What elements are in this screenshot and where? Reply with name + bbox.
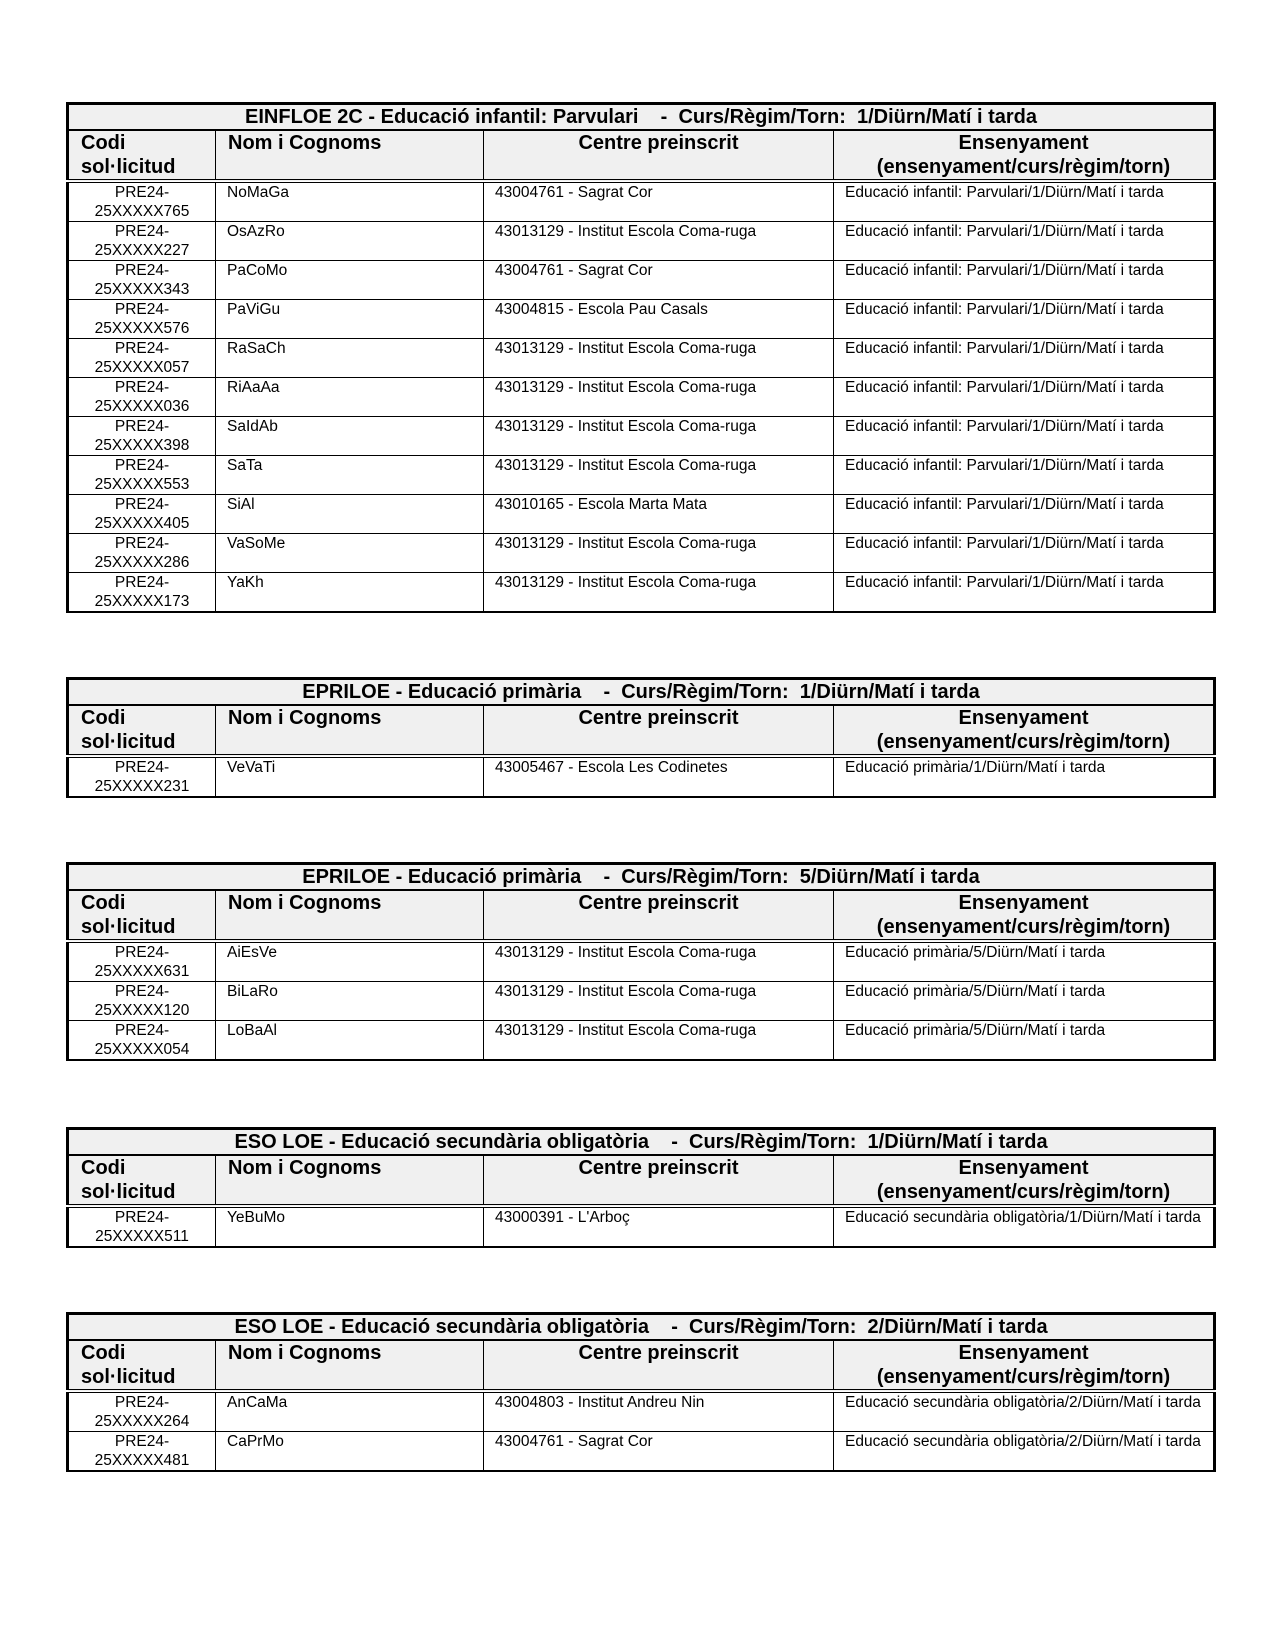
cell-ensenyament: Educació infantil: Parvulari/1/Diürn/Matí i tarda bbox=[834, 573, 1215, 613]
cell-nom: NoMaGa bbox=[216, 181, 484, 222]
cell-codi bbox=[68, 495, 216, 534]
cell-codi bbox=[68, 1432, 216, 1472]
codi-text: 25XXXXX511 bbox=[95, 1228, 189, 1245]
codi-text: 25XXXXX398 bbox=[94, 437, 190, 454]
cell-centre: 43013129 - Institut Escola Coma-ruga bbox=[484, 456, 834, 495]
table-title: ESO LOE - Educació secundària obligatòria - Curs/Règim/Torn: 1/Diürn/Matí i tarda bbox=[68, 1129, 1215, 1156]
cell-ensenyament: Educació secundària obligatòria/2/Diürn/Matí i tarda bbox=[834, 1432, 1215, 1472]
cell-centre: 43013129 - Institut Escola Coma-ruga bbox=[484, 534, 834, 573]
cell-centre: 43004803 - Institut Andreu Nin bbox=[484, 1391, 834, 1432]
cell-centre: 43004761 - Sagrat Cor bbox=[484, 261, 834, 300]
column-header-ensenyament bbox=[834, 1155, 1215, 1206]
table-row bbox=[68, 339, 1215, 378]
codi-text: PRE24- bbox=[114, 262, 170, 279]
cell-ensenyament: Educació primària/5/Diürn/Matí i tarda bbox=[834, 1021, 1215, 1061]
codi-text: 25XXXXX481 bbox=[94, 1452, 190, 1469]
cell-centre: 43013129 - Institut Escola Coma-ruga bbox=[484, 941, 834, 982]
enrollment-table bbox=[66, 1312, 1216, 1472]
codi-text: 25XXXXX576 bbox=[94, 320, 190, 337]
codi-text: 25XXXXX286 bbox=[94, 554, 190, 571]
column-header-codi bbox=[68, 1340, 216, 1391]
codi-text: PRE24- bbox=[114, 983, 170, 1000]
table-title: EPRILOE - Educació primària - Curs/Règim/Torn: 5/Diürn/Matí i tarda bbox=[68, 864, 1215, 891]
header-label: Ensenyament bbox=[958, 707, 1089, 729]
cell-centre: 43004761 - Sagrat Cor bbox=[484, 1432, 834, 1472]
column-header-centre bbox=[484, 130, 834, 181]
cell-centre: 43004761 - Sagrat Cor bbox=[484, 181, 834, 222]
codi-text: 25XXXXX405 bbox=[94, 515, 190, 532]
cell-nom: PaViGu bbox=[216, 300, 484, 339]
table-row bbox=[68, 456, 1215, 495]
header-label: Codi bbox=[81, 1157, 126, 1179]
table-row bbox=[68, 1021, 1215, 1061]
header-label: Codi bbox=[81, 132, 126, 154]
table-row bbox=[68, 534, 1215, 573]
table-title: EINFLOE 2C - Educació infantil: Parvulari - Curs/Règim/Torn: 1/Diürn/Matí i tarda bbox=[68, 104, 1215, 131]
cell-ensenyament: Educació infantil: Parvulari/1/Diürn/Matí i tarda bbox=[834, 181, 1215, 222]
column-header-codi bbox=[68, 130, 216, 181]
column-header-nom bbox=[216, 1340, 484, 1391]
table-row bbox=[68, 1391, 1215, 1432]
header-label: (ensenyament/curs/règim/torn) bbox=[876, 156, 1171, 178]
cell-codi bbox=[68, 941, 216, 982]
cell-ensenyament: Educació primària/1/Diürn/Matí i tarda bbox=[834, 756, 1215, 797]
column-header-ensenyament bbox=[834, 890, 1215, 941]
table-row bbox=[68, 222, 1215, 261]
codi-text: PRE24- bbox=[114, 379, 170, 396]
cell-centre: 43013129 - Institut Escola Coma-ruga bbox=[484, 378, 834, 417]
table-row bbox=[68, 417, 1215, 456]
cell-centre: 43005467 - Escola Les Codinetes bbox=[484, 756, 834, 797]
cell-ensenyament: Educació infantil: Parvulari/1/Diürn/Matí i tarda bbox=[834, 222, 1215, 261]
enrollment-table bbox=[66, 862, 1216, 1061]
cell-ensenyament: Educació secundària obligatòria/2/Diürn/Matí i tarda bbox=[834, 1391, 1215, 1432]
cell-nom: AnCaMa bbox=[216, 1391, 484, 1432]
cell-ensenyament: Educació primària/5/Diürn/Matí i tarda bbox=[834, 941, 1215, 982]
cell-nom: BiLaRo bbox=[216, 982, 484, 1021]
column-header-codi bbox=[68, 705, 216, 756]
table-row bbox=[68, 181, 1215, 222]
header-label: (ensenyament/curs/règim/torn) bbox=[876, 1181, 1171, 1203]
cell-codi bbox=[68, 181, 216, 222]
codi-text: PRE24- bbox=[114, 457, 170, 474]
codi-text: PRE24- bbox=[114, 1209, 170, 1226]
cell-centre: 43013129 - Institut Escola Coma-ruga bbox=[484, 222, 834, 261]
table-row bbox=[68, 300, 1215, 339]
header-label: Codi bbox=[81, 892, 126, 914]
cell-codi bbox=[68, 1391, 216, 1432]
cell-nom: AiEsVe bbox=[216, 941, 484, 982]
codi-text: 25XXXXX120 bbox=[94, 1002, 190, 1019]
cell-nom: CaPrMo bbox=[216, 1432, 484, 1472]
column-header-centre bbox=[484, 705, 834, 756]
codi-text: PRE24- bbox=[114, 1394, 170, 1411]
cell-codi bbox=[68, 573, 216, 613]
codi-text: PRE24- bbox=[114, 574, 170, 591]
cell-codi bbox=[68, 1021, 216, 1061]
cell-nom: SaIdAb bbox=[216, 417, 484, 456]
cell-ensenyament: Educació infantil: Parvulari/1/Diürn/Matí i tarda bbox=[834, 417, 1215, 456]
header-label: Centre preinscrit bbox=[578, 132, 739, 154]
codi-text: 25XXXXX264 bbox=[94, 1413, 190, 1430]
header-label: Codi bbox=[81, 1342, 126, 1364]
codi-text: PRE24- bbox=[114, 184, 170, 201]
header-label: sol·licitud bbox=[81, 731, 176, 753]
table-row bbox=[68, 756, 1215, 797]
cell-nom: YeBuMo bbox=[216, 1206, 484, 1247]
cell-ensenyament: Educació secundària obligatòria/1/Diürn/Matí i tarda bbox=[834, 1206, 1215, 1247]
cell-centre: 43000391 - L'Arboç bbox=[484, 1206, 834, 1247]
codi-text: 25XXXXX173 bbox=[94, 593, 190, 610]
header-label: Ensenyament bbox=[958, 1342, 1089, 1364]
header-label: (ensenyament/curs/règim/torn) bbox=[876, 731, 1171, 753]
header-label: Nom i Cognoms bbox=[228, 132, 382, 154]
cell-nom: RiAaAa bbox=[216, 378, 484, 417]
cell-nom: YaKh bbox=[216, 573, 484, 613]
cell-codi bbox=[68, 982, 216, 1021]
header-label: Ensenyament bbox=[958, 1157, 1089, 1179]
codi-text: 25XXXXX553 bbox=[94, 476, 190, 493]
cell-codi bbox=[68, 300, 216, 339]
cell-ensenyament: Educació primària/5/Diürn/Matí i tarda bbox=[834, 982, 1215, 1021]
header-label: Nom i Cognoms bbox=[228, 707, 382, 729]
cell-ensenyament: Educació infantil: Parvulari/1/Diürn/Matí i tarda bbox=[834, 261, 1215, 300]
enrollment-table bbox=[66, 677, 1216, 798]
column-header-ensenyament bbox=[834, 705, 1215, 756]
table-row bbox=[68, 941, 1215, 982]
codi-text: PRE24- bbox=[114, 301, 170, 318]
header-label: sol·licitud bbox=[81, 1366, 176, 1388]
cell-centre: 43013129 - Institut Escola Coma-ruga bbox=[484, 339, 834, 378]
table-row bbox=[68, 1206, 1215, 1247]
column-header-ensenyament bbox=[834, 130, 1215, 181]
table-row bbox=[68, 982, 1215, 1021]
column-header-nom bbox=[216, 1155, 484, 1206]
table-row bbox=[68, 261, 1215, 300]
cell-ensenyament: Educació infantil: Parvulari/1/Diürn/Matí i tarda bbox=[834, 300, 1215, 339]
column-header-nom bbox=[216, 130, 484, 181]
cell-centre: 43013129 - Institut Escola Coma-ruga bbox=[484, 573, 834, 613]
cell-nom: SaTa bbox=[216, 456, 484, 495]
column-header-ensenyament bbox=[834, 1340, 1215, 1391]
header-label: sol·licitud bbox=[81, 916, 176, 938]
header-label: Centre preinscrit bbox=[578, 892, 739, 914]
column-header-nom bbox=[216, 705, 484, 756]
cell-nom: LoBaAl bbox=[216, 1021, 484, 1061]
cell-centre: 43004815 - Escola Pau Casals bbox=[484, 300, 834, 339]
cell-centre: 43013129 - Institut Escola Coma-ruga bbox=[484, 1021, 834, 1061]
table-row bbox=[68, 573, 1215, 613]
header-label: Nom i Cognoms bbox=[228, 1157, 382, 1179]
table-row bbox=[68, 495, 1215, 534]
cell-codi bbox=[68, 756, 216, 797]
cell-codi bbox=[68, 378, 216, 417]
cell-nom: PaCoMo bbox=[216, 261, 484, 300]
enrollment-table bbox=[66, 102, 1216, 613]
codi-text: 25XXXXX057 bbox=[94, 359, 190, 376]
codi-text: PRE24- bbox=[114, 340, 170, 357]
column-header-codi bbox=[68, 890, 216, 941]
codi-text: PRE24- bbox=[114, 418, 170, 435]
header-label: Ensenyament bbox=[958, 132, 1089, 154]
codi-text: PRE24- bbox=[114, 1433, 170, 1450]
codi-text: 25XXXXX227 bbox=[94, 242, 190, 259]
header-label: Centre preinscrit bbox=[578, 707, 739, 729]
column-header-centre bbox=[484, 1340, 834, 1391]
codi-text: PRE24- bbox=[114, 535, 170, 552]
enrollment-table bbox=[66, 1127, 1216, 1248]
table-title: EPRILOE - Educació primària - Curs/Règim/Torn: 1/Diürn/Matí i tarda bbox=[68, 679, 1215, 706]
header-label: (ensenyament/curs/règim/torn) bbox=[876, 916, 1171, 938]
header-label: Ensenyament bbox=[958, 892, 1089, 914]
cell-ensenyament: Educació infantil: Parvulari/1/Diürn/Matí i tarda bbox=[834, 339, 1215, 378]
column-header-codi bbox=[68, 1155, 216, 1206]
cell-ensenyament: Educació infantil: Parvulari/1/Diürn/Matí i tarda bbox=[834, 495, 1215, 534]
codi-text: 25XXXXX054 bbox=[94, 1041, 190, 1058]
codi-text: PRE24- bbox=[114, 1022, 170, 1039]
cell-codi bbox=[68, 1206, 216, 1247]
codi-text: 25XXXXX231 bbox=[94, 778, 190, 795]
header-label: Nom i Cognoms bbox=[228, 1342, 382, 1364]
cell-nom: VeVaTi bbox=[216, 756, 484, 797]
cell-codi bbox=[68, 456, 216, 495]
cell-codi bbox=[68, 534, 216, 573]
column-header-centre bbox=[484, 1155, 834, 1206]
cell-nom: VaSoMe bbox=[216, 534, 484, 573]
header-label: Centre preinscrit bbox=[578, 1157, 739, 1179]
table-row bbox=[68, 1432, 1215, 1472]
codi-text: 25XXXXX343 bbox=[94, 281, 190, 298]
table-title: ESO LOE - Educació secundària obligatòria - Curs/Règim/Torn: 2/Diürn/Matí i tarda bbox=[68, 1314, 1215, 1341]
header-label: Nom i Cognoms bbox=[228, 892, 382, 914]
codi-text: 25XXXXX631 bbox=[94, 963, 190, 980]
cell-ensenyament: Educació infantil: Parvulari/1/Diürn/Matí i tarda bbox=[834, 456, 1215, 495]
table-row bbox=[68, 378, 1215, 417]
codi-text: PRE24- bbox=[114, 944, 170, 961]
codi-text: 25XXXXX765 bbox=[94, 203, 190, 220]
cell-ensenyament: Educació infantil: Parvulari/1/Diürn/Matí i tarda bbox=[834, 534, 1215, 573]
cell-centre: 43010165 - Escola Marta Mata bbox=[484, 495, 834, 534]
cell-centre: 43013129 - Institut Escola Coma-ruga bbox=[484, 417, 834, 456]
codi-text: 25XXXXX036 bbox=[94, 398, 190, 415]
codi-text: PRE24- bbox=[114, 223, 170, 240]
header-label: sol·licitud bbox=[81, 1181, 176, 1203]
header-label: Centre preinscrit bbox=[578, 1342, 739, 1364]
header-label: (ensenyament/curs/règim/torn) bbox=[876, 1366, 1171, 1388]
column-header-centre bbox=[484, 890, 834, 941]
codi-text: PRE24- bbox=[114, 496, 170, 513]
cell-nom: RaSaCh bbox=[216, 339, 484, 378]
cell-centre: 43013129 - Institut Escola Coma-ruga bbox=[484, 982, 834, 1021]
header-label: Codi bbox=[81, 707, 126, 729]
cell-codi bbox=[68, 261, 216, 300]
codi-text: PRE24- bbox=[114, 759, 170, 776]
cell-nom: OsAzRo bbox=[216, 222, 484, 261]
cell-ensenyament: Educació infantil: Parvulari/1/Diürn/Matí i tarda bbox=[834, 378, 1215, 417]
cell-codi bbox=[68, 417, 216, 456]
cell-nom: SiAl bbox=[216, 495, 484, 534]
column-header-nom bbox=[216, 890, 484, 941]
cell-codi bbox=[68, 222, 216, 261]
header-label: sol·licitud bbox=[81, 156, 176, 178]
cell-codi bbox=[68, 339, 216, 378]
